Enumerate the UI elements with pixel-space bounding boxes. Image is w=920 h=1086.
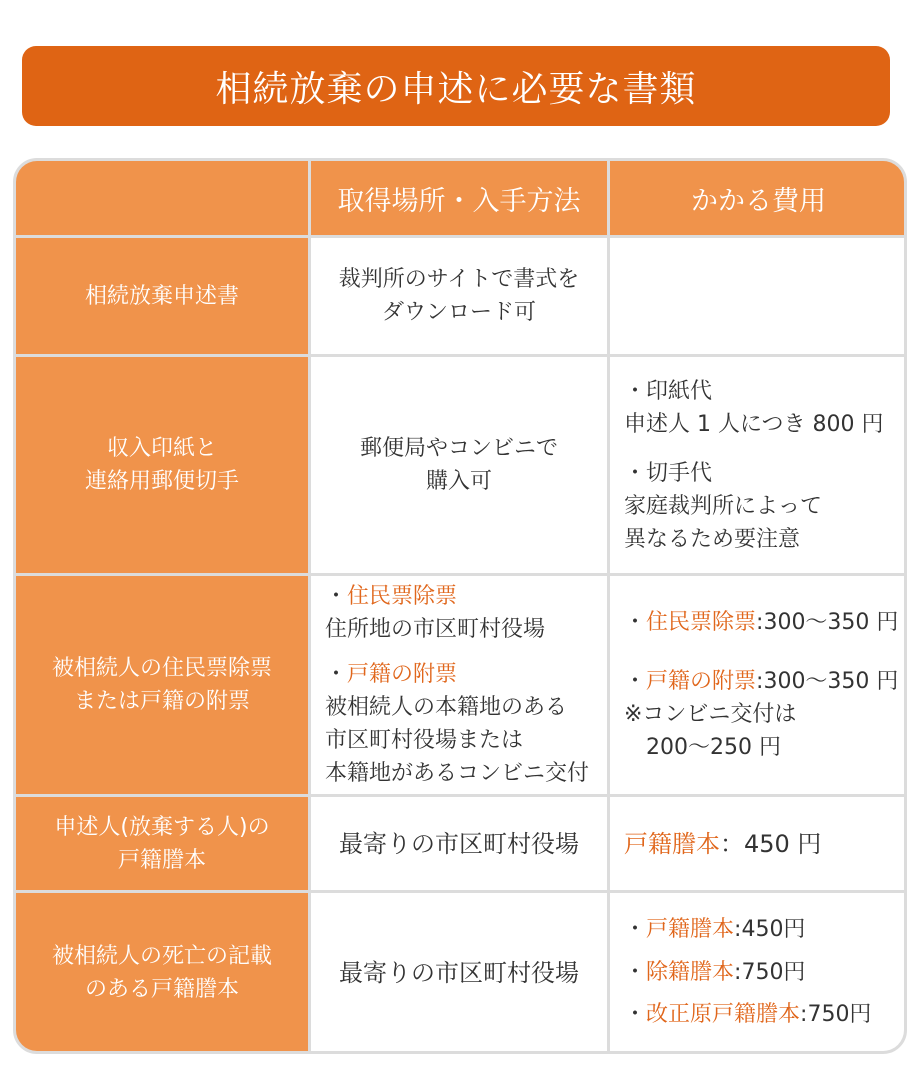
cost-value: :300〜350 円: [756, 610, 899, 635]
where-text: ダウンロード可: [381, 300, 536, 325]
doc-name: 戸籍謄本: [624, 829, 720, 858]
cost-text: 家庭裁判所によって: [624, 493, 823, 519]
bullet: ・: [624, 669, 647, 694]
row-label-text: 被相続人の住民票除票: [51, 656, 272, 681]
cost-note: ※コンビニ交付は: [624, 702, 797, 727]
cost-applicant-register: [610, 797, 907, 890]
cost-text: 申述人 1 人につき 800 円: [624, 411, 884, 437]
doc-name: 改正原戸籍謄本: [646, 1002, 801, 1028]
row-label-deceased-register: [16, 893, 308, 1053]
doc-name: 戸籍の附票: [347, 662, 458, 687]
where-text: 本籍地があるコンビニ交付: [325, 761, 590, 786]
cost-title: ・切手代: [624, 460, 713, 486]
doc-name: 戸籍の附票: [646, 669, 757, 694]
where-text: 住所地の市区町村役場: [325, 617, 546, 642]
doc-name: 住民票除票: [347, 584, 458, 609]
row-label-text: 連絡用郵便切手: [84, 469, 239, 494]
where-text: 市区町村役場または: [325, 728, 524, 753]
where-text: 郵便局やコンビニで: [359, 436, 558, 461]
row-label-text: 申述人(放棄する人)の: [54, 814, 270, 840]
cost-stamps: [610, 357, 907, 573]
where-text: 被相続人の本籍地のある: [325, 695, 568, 720]
bullet: ・: [624, 959, 647, 985]
cost-value: :750円: [800, 1002, 872, 1028]
where-text: 購入可: [425, 469, 492, 494]
bullet: ・: [624, 610, 647, 635]
page-title: 相続放棄の申述に必要な書類: [215, 68, 697, 110]
cost-deceased-register: [610, 893, 907, 1053]
cost-title: ・印紙代: [624, 378, 713, 404]
row-label-stamps: [16, 357, 308, 573]
bullet: ・: [624, 1002, 647, 1028]
header-cost: かかる費用: [610, 161, 907, 235]
cost-value: :750円: [734, 959, 806, 985]
row-label-text: 被相続人の死亡の記載: [51, 944, 272, 969]
doc-name: 除籍謄本: [646, 959, 735, 985]
cost-item: [624, 909, 871, 952]
cost-item: [624, 952, 871, 995]
bullet: ・: [624, 916, 647, 942]
row-label-resident-record: [16, 576, 308, 794]
where-deceased-register: [311, 893, 607, 1053]
where-resident-record: [311, 576, 607, 794]
cost-note: 200〜250 円: [646, 735, 781, 760]
row-label-applicant-register: [16, 797, 308, 890]
where-applicant-register: [311, 797, 607, 890]
where-text: 裁判所のサイトで書式を: [338, 267, 580, 292]
row-label-text: 収入印紙と: [106, 436, 217, 461]
documents-table: [13, 158, 907, 1054]
row-label-text: 戸籍謄本: [117, 847, 206, 873]
cost-value: ：450 円: [720, 829, 822, 858]
where-text: 最寄りの市区町村役場: [339, 829, 579, 858]
cost-value: :300〜350 円: [756, 669, 899, 694]
where-text: 最寄りの市区町村役場: [339, 959, 579, 987]
row-label-text: 相続放棄申述書: [84, 283, 239, 309]
bullet: ・: [325, 662, 348, 687]
where-application: [311, 238, 607, 354]
where-stamps: [311, 357, 607, 573]
title-banner: [22, 46, 890, 126]
cost-item: [624, 994, 871, 1037]
doc-name: 戸籍謄本: [646, 916, 735, 942]
cost-resident-record: [610, 576, 907, 794]
row-label-text: のある戸籍謄本: [84, 977, 239, 1002]
header-empty: [16, 161, 308, 235]
row-label-application: [16, 238, 308, 354]
bullet: ・: [325, 584, 348, 609]
cost-text: 異なるため要注意: [624, 526, 801, 552]
cost-application: [610, 238, 907, 354]
cost-value: :450円: [734, 916, 806, 942]
header-where: 取得場所・入手方法: [311, 161, 607, 235]
row-label-text: または戸籍の附票: [73, 689, 250, 714]
doc-name: 住民票除票: [646, 610, 757, 635]
